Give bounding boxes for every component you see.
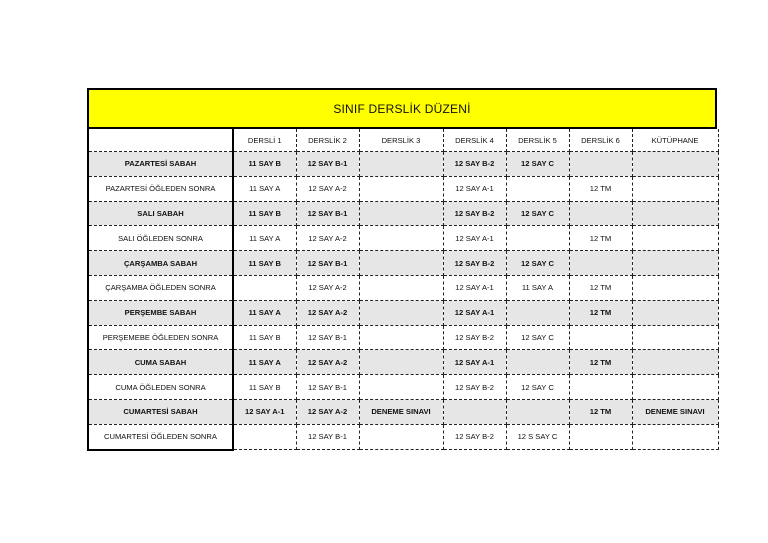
cell-derslik-6 bbox=[569, 152, 632, 177]
cell-derslik-6 bbox=[569, 424, 632, 449]
cell-derslik-6: 12 TM bbox=[569, 300, 632, 325]
cell-derslik-2: 12 SAY B-1 bbox=[296, 375, 359, 400]
cell-kutuphane bbox=[632, 350, 718, 375]
cell-kutuphane bbox=[632, 251, 718, 276]
cell-derslik-3 bbox=[359, 424, 443, 449]
cell-derslik-5 bbox=[506, 350, 569, 375]
cell-derslik-4: 12 SAY B-2 bbox=[443, 152, 506, 177]
header-derslik-4: DERSLİK 4 bbox=[443, 129, 506, 152]
table-row bbox=[88, 226, 718, 251]
table-row bbox=[88, 375, 718, 400]
table-row bbox=[88, 399, 718, 424]
header-corner bbox=[88, 129, 233, 152]
cell-derslik-1: 11 SAY A bbox=[233, 350, 296, 375]
cell-derslik-2: 12 SAY B-1 bbox=[296, 251, 359, 276]
row-label: PERŞEMEBE ÖĞLEDEN SONRA bbox=[88, 325, 233, 350]
cell-derslik-2: 12 SAY A-2 bbox=[296, 350, 359, 375]
cell-kutuphane bbox=[632, 226, 718, 251]
cell-derslik-2: 12 SAY B-1 bbox=[296, 152, 359, 177]
row-label: CUMARTESİ ÖĞLEDEN SONRA bbox=[88, 424, 233, 449]
row-label: PAZARTESİ ÖĞLEDEN SONRA bbox=[88, 176, 233, 201]
cell-derslik-6 bbox=[569, 251, 632, 276]
cell-derslik-5 bbox=[506, 300, 569, 325]
cell-derslik-2: 12 SAY B-1 bbox=[296, 424, 359, 449]
cell-derslik-3: DENEME SINAVI bbox=[359, 399, 443, 424]
cell-kutuphane bbox=[632, 375, 718, 400]
cell-derslik-6: 12 TM bbox=[569, 275, 632, 300]
cell-derslik-4: 12 SAY A-1 bbox=[443, 275, 506, 300]
cell-kutuphane bbox=[632, 300, 718, 325]
row-label: SALI ÖĞLEDEN SONRA bbox=[88, 226, 233, 251]
cell-derslik-4: 12 SAY B-2 bbox=[443, 201, 506, 226]
table-row bbox=[88, 176, 718, 201]
sheet-title: SINIF DERSLİK DÜZENİ bbox=[87, 88, 717, 129]
cell-derslik-6: 12 TM bbox=[569, 399, 632, 424]
cell-derslik-1: 11 SAY A bbox=[233, 176, 296, 201]
cell-derslik-3 bbox=[359, 201, 443, 226]
row-label: CUMARTESİ SABAH bbox=[88, 399, 233, 424]
cell-derslik-6: 12 TM bbox=[569, 350, 632, 375]
cell-derslik-4: 12 SAY A-1 bbox=[443, 226, 506, 251]
cell-derslik-3 bbox=[359, 152, 443, 177]
table-row bbox=[88, 350, 718, 375]
table-row bbox=[88, 325, 718, 350]
cell-derslik-2: 12 SAY A-2 bbox=[296, 176, 359, 201]
cell-derslik-1 bbox=[233, 424, 296, 449]
cell-derslik-5: 11 SAY A bbox=[506, 275, 569, 300]
row-label: CUMA SABAH bbox=[88, 350, 233, 375]
schedule-sheet bbox=[87, 88, 717, 451]
cell-derslik-1: 11 SAY A bbox=[233, 226, 296, 251]
cell-kutuphane bbox=[632, 325, 718, 350]
cell-kutuphane bbox=[632, 176, 718, 201]
row-label: CUMA ÖĞLEDEN SONRA bbox=[88, 375, 233, 400]
row-label: ÇARŞAMBA SABAH bbox=[88, 251, 233, 276]
cell-derslik-2: 12 SAY B-1 bbox=[296, 325, 359, 350]
row-label: PAZARTESİ SABAH bbox=[88, 152, 233, 177]
cell-kutuphane bbox=[632, 275, 718, 300]
cell-derslik-4 bbox=[443, 399, 506, 424]
cell-derslik-5: 12 SAY C bbox=[506, 152, 569, 177]
header-row bbox=[88, 129, 718, 152]
cell-derslik-6: 12 TM bbox=[569, 176, 632, 201]
cell-derslik-1: 11 SAY B bbox=[233, 375, 296, 400]
schedule-table bbox=[87, 129, 719, 451]
row-label: SALI SABAH bbox=[88, 201, 233, 226]
row-label: ÇARŞAMBA ÖĞLEDEN SONRA bbox=[88, 275, 233, 300]
cell-derslik-4: 12 SAY A-1 bbox=[443, 350, 506, 375]
header-derslik-6: DERSLİK 6 bbox=[569, 129, 632, 152]
cell-derslik-6 bbox=[569, 201, 632, 226]
cell-derslik-4: 12 SAY B-2 bbox=[443, 375, 506, 400]
cell-derslik-4: 12 SAY B-2 bbox=[443, 325, 506, 350]
cell-kutuphane bbox=[632, 201, 718, 226]
cell-derslik-1: 11 SAY B bbox=[233, 325, 296, 350]
cell-kutuphane: DENEME SINAVI bbox=[632, 399, 718, 424]
cell-derslik-5: 12 SAY C bbox=[506, 325, 569, 350]
header-derslik-5: DERSLİK 5 bbox=[506, 129, 569, 152]
header-derslik-3: DERSLİK 3 bbox=[359, 129, 443, 152]
cell-derslik-1: 11 SAY B bbox=[233, 251, 296, 276]
header-derslik-1: DERSLİ 1 bbox=[233, 129, 296, 152]
cell-derslik-3 bbox=[359, 375, 443, 400]
table-row bbox=[88, 300, 718, 325]
cell-derslik-5: 12 SAY C bbox=[506, 375, 569, 400]
cell-derslik-6 bbox=[569, 375, 632, 400]
cell-derslik-1: 11 SAY B bbox=[233, 201, 296, 226]
cell-derslik-2: 12 SAY A-2 bbox=[296, 300, 359, 325]
cell-derslik-3 bbox=[359, 275, 443, 300]
cell-derslik-5: 12 SAY C bbox=[506, 201, 569, 226]
cell-derslik-6: 12 TM bbox=[569, 226, 632, 251]
row-label: PERŞEMBE SABAH bbox=[88, 300, 233, 325]
cell-derslik-1: 11 SAY A bbox=[233, 300, 296, 325]
cell-derslik-5 bbox=[506, 226, 569, 251]
cell-derslik-3 bbox=[359, 251, 443, 276]
cell-derslik-3 bbox=[359, 300, 443, 325]
cell-derslik-4: 12 SAY B-2 bbox=[443, 251, 506, 276]
cell-derslik-3 bbox=[359, 176, 443, 201]
cell-derslik-2: 12 SAY B-1 bbox=[296, 201, 359, 226]
cell-derslik-5: 12 S SAY C bbox=[506, 424, 569, 449]
cell-derslik-3 bbox=[359, 350, 443, 375]
cell-derslik-4: 12 SAY A-1 bbox=[443, 300, 506, 325]
cell-derslik-4: 12 SAY A-1 bbox=[443, 176, 506, 201]
cell-derslik-3 bbox=[359, 226, 443, 251]
table-row bbox=[88, 152, 718, 177]
table-row bbox=[88, 251, 718, 276]
cell-derslik-1: 12 SAY A-1 bbox=[233, 399, 296, 424]
cell-derslik-6 bbox=[569, 325, 632, 350]
table-row bbox=[88, 424, 718, 449]
cell-derslik-4: 12 SAY B-2 bbox=[443, 424, 506, 449]
cell-derslik-2: 12 SAY A-2 bbox=[296, 275, 359, 300]
header-derslik-2: DERSLİK 2 bbox=[296, 129, 359, 152]
cell-derslik-2: 12 SAY A-2 bbox=[296, 399, 359, 424]
header-kutuphane: KÜTÜPHANE bbox=[632, 129, 718, 152]
cell-derslik-1 bbox=[233, 275, 296, 300]
cell-kutuphane bbox=[632, 424, 718, 449]
cell-derslik-5 bbox=[506, 176, 569, 201]
cell-kutuphane bbox=[632, 152, 718, 177]
cell-derslik-5: 12 SAY C bbox=[506, 251, 569, 276]
cell-derslik-1: 11 SAY B bbox=[233, 152, 296, 177]
cell-derslik-2: 12 SAY A-2 bbox=[296, 226, 359, 251]
table-row bbox=[88, 275, 718, 300]
cell-derslik-3 bbox=[359, 325, 443, 350]
table-row bbox=[88, 201, 718, 226]
cell-derslik-5 bbox=[506, 399, 569, 424]
